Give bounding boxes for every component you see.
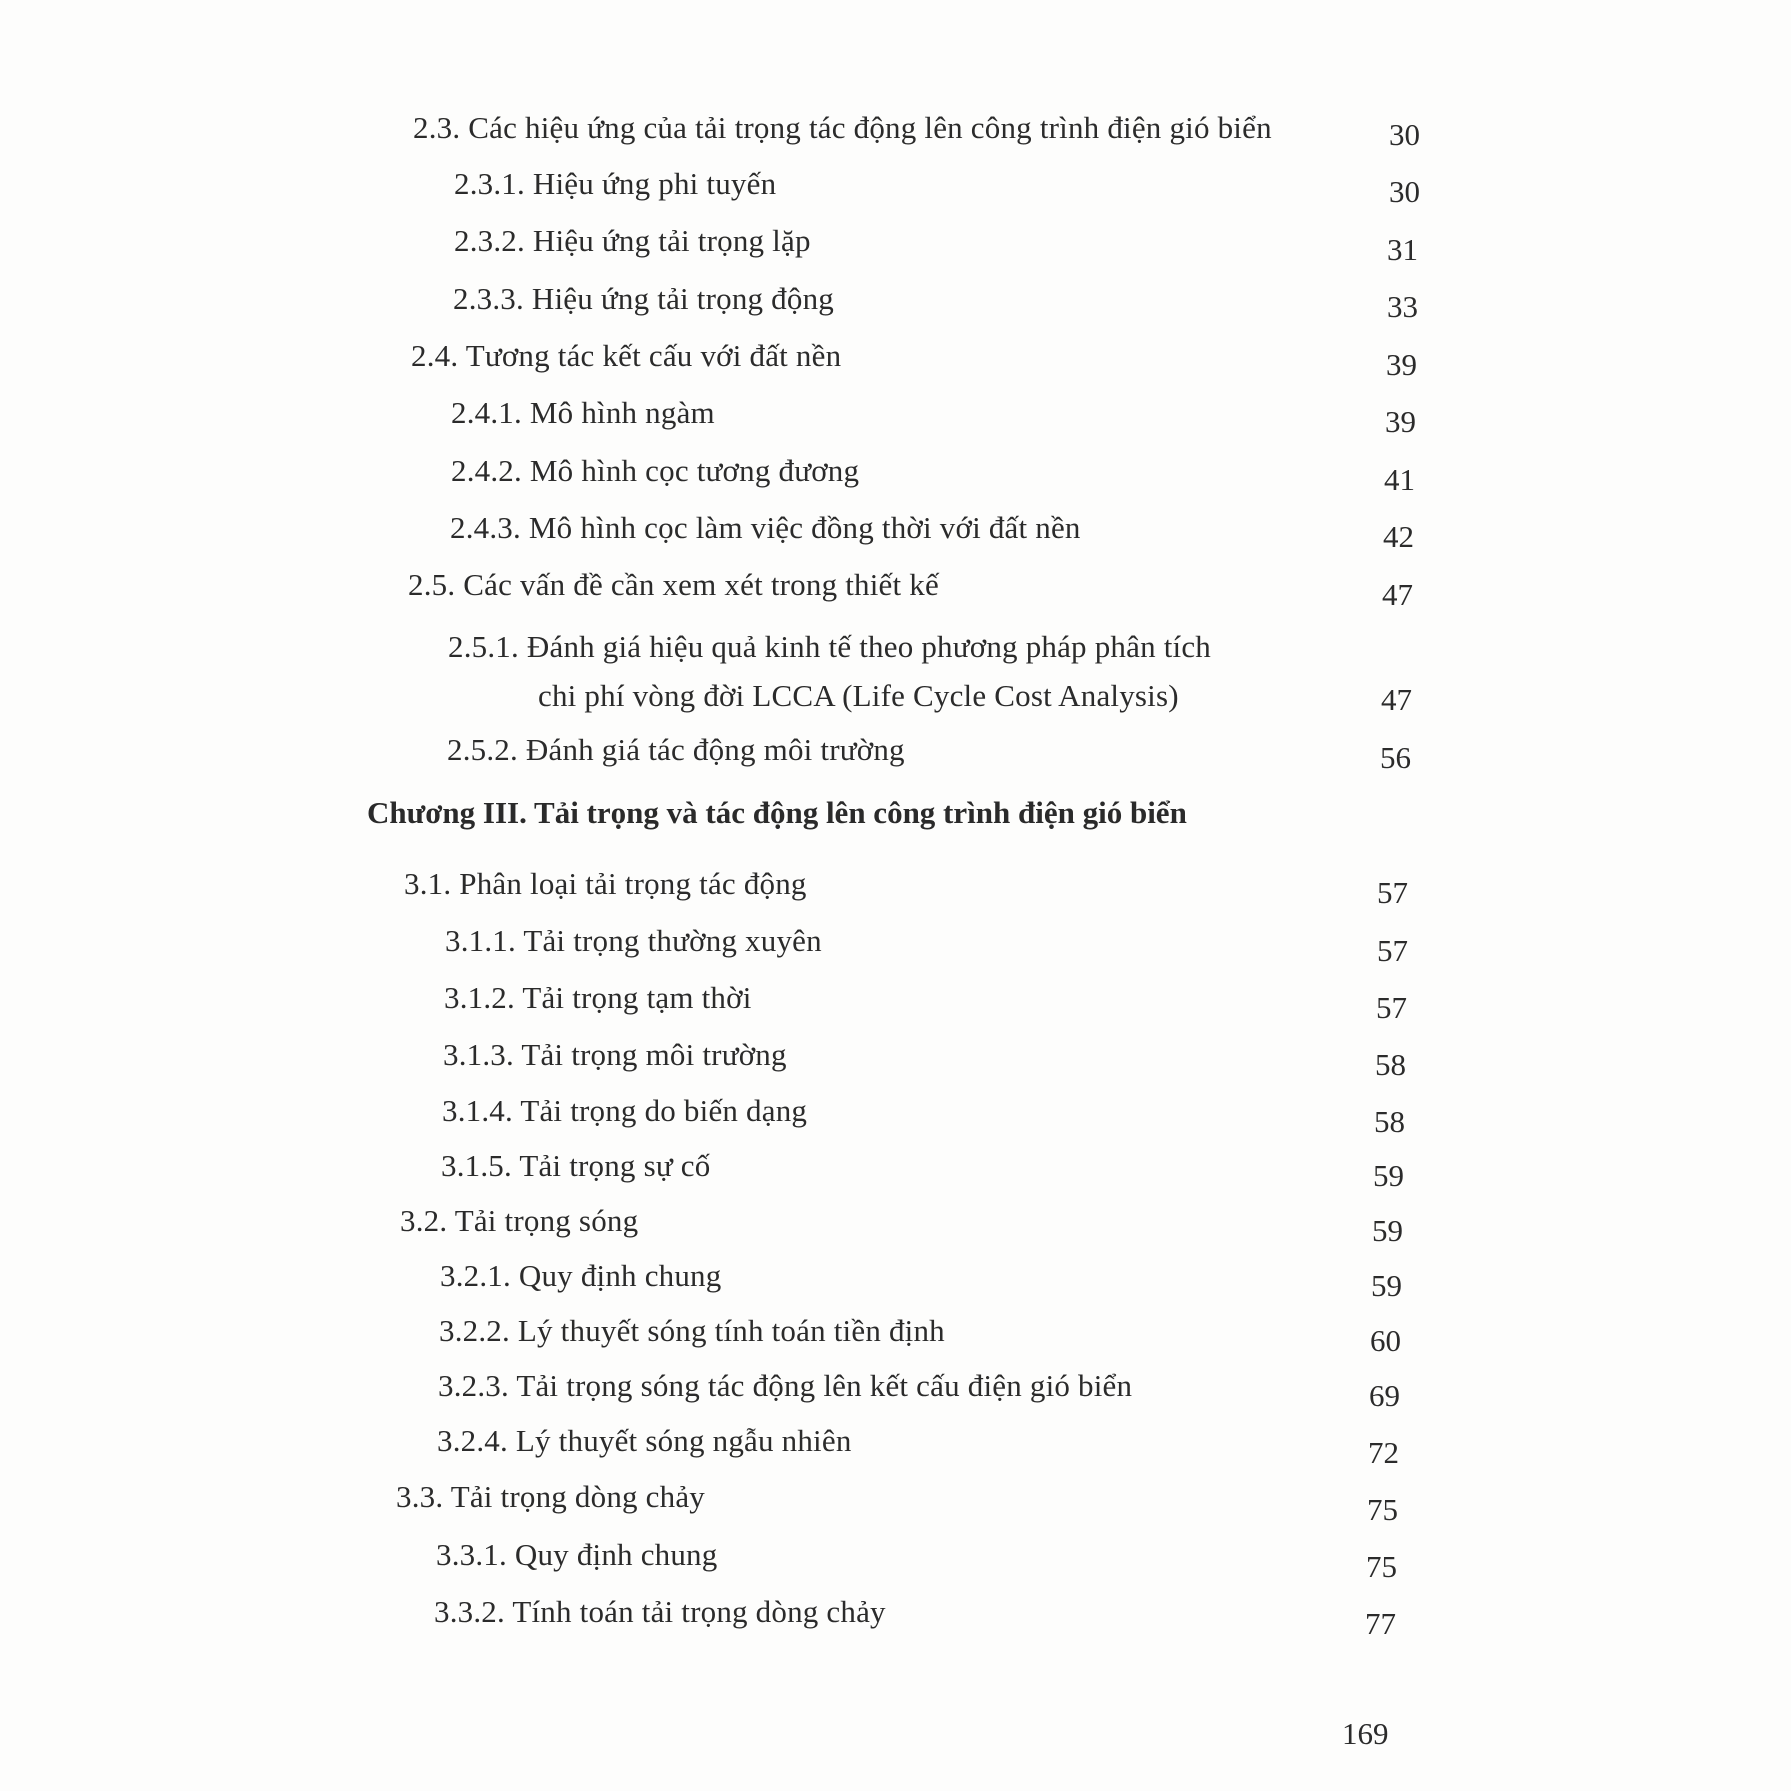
toc-entry-2-4-3: 2.4.3. Mô hình cọc làm việc đồng thời với đất nền: [450, 510, 1081, 545]
toc-entry-3-1-3: 3.1.3. Tải trọng môi trường: [443, 1037, 787, 1072]
toc-page-number: 58: [1375, 1047, 1406, 1082]
toc-entry-3-1-2: 3.1.2. Tải trọng tạm thời: [444, 980, 752, 1015]
toc-entry-3-3-2: 3.3.2. Tính toán tải trọng dòng chảy: [434, 1594, 886, 1629]
toc-page-number: 77: [1365, 1606, 1396, 1641]
toc-entry-2-3-1: 2.3.1. Hiệu ứng phi tuyến: [454, 166, 777, 201]
toc-page-number: 69: [1369, 1378, 1400, 1413]
toc-entry-2-5-1: 2.5.1. Đánh giá hiệu quả kinh tế theo phương pháp phân tích: [448, 629, 1212, 664]
toc-entry-3-2-3: 3.2.3. Tải trọng sóng tác động lên kết cấu điện gió biển: [438, 1368, 1133, 1403]
toc-page-number: 47: [1382, 577, 1413, 612]
toc-page-number: 75: [1367, 1492, 1398, 1527]
toc-entry-3-1-4: 3.1.4. Tải trọng do biến dạng: [442, 1093, 808, 1128]
toc-page-number: 72: [1368, 1435, 1399, 1470]
toc-page-number: 60: [1370, 1323, 1401, 1358]
toc-page-number: 31: [1387, 232, 1418, 267]
toc-page-number: 30: [1389, 117, 1420, 152]
toc-page-number: 39: [1386, 347, 1417, 382]
toc-page-number: 39: [1385, 404, 1416, 439]
toc-page-number: 59: [1373, 1158, 1404, 1193]
toc-entry-2-4: 2.4. Tương tác kết cấu với đất nền: [411, 338, 842, 373]
folio-page-number: 169: [1342, 1716, 1389, 1751]
toc-page-number: 58: [1374, 1104, 1405, 1139]
toc-entry-2-5-2: 2.5.2. Đánh giá tác động môi trường: [447, 732, 905, 767]
toc-entry-2-3: 2.3. Các hiệu ứng của tải trọng tác động lên công trình điện gió biển: [413, 110, 1272, 145]
toc-entry-3-3-1: 3.3.1. Quy định chung: [436, 1537, 718, 1572]
toc-page-number: 57: [1376, 990, 1407, 1025]
toc-page-number: 47: [1381, 682, 1412, 717]
toc-entry-2-5-1-continued: chi phí vòng đời LCCA (Life Cycle Cost Analysis): [538, 678, 1179, 713]
toc-page-number: 41: [1384, 462, 1415, 497]
toc-page-number: 56: [1380, 740, 1411, 775]
toc-entry-2-4-1: 2.4.1. Mô hình ngàm: [451, 395, 715, 430]
toc-entry-2-3-3: 2.3.3. Hiệu ứng tải trọng động: [453, 281, 834, 316]
toc-entry-2-3-2: 2.3.2. Hiệu ứng tải trọng lặp: [454, 223, 811, 258]
toc-page-number: 42: [1383, 519, 1414, 554]
toc-page-number: 57: [1377, 875, 1408, 910]
toc-page-number: 33: [1387, 289, 1418, 324]
toc-entry-3-1-1: 3.1.1. Tải trọng thường xuyên: [445, 923, 822, 958]
toc-entry-3-2-4: 3.2.4. Lý thuyết sóng ngẫu nhiên: [437, 1423, 852, 1458]
toc-entry-3-1: 3.1. Phân loại tải trọng tác động: [404, 866, 807, 901]
toc-entry-3-2: 3.2. Tải trọng sóng: [400, 1203, 639, 1238]
toc-entry-2-5: 2.5. Các vấn đề cần xem xét trong thiết kế: [408, 567, 939, 602]
toc-page-number: 57: [1377, 933, 1408, 968]
toc-entry-3-2-1: 3.2.1. Quy định chung: [440, 1258, 722, 1293]
toc-entry-3-3: 3.3. Tải trọng dòng chảy: [396, 1479, 706, 1514]
toc-page-number: 75: [1366, 1549, 1397, 1584]
toc-page-number: 59: [1371, 1268, 1402, 1303]
toc-entry-3-1-5: 3.1.5. Tải trọng sự cố: [441, 1148, 711, 1183]
toc-page-number: 30: [1389, 174, 1420, 209]
toc-entry-2-4-2: 2.4.2. Mô hình cọc tương đương: [451, 453, 860, 488]
toc-page-number: 59: [1372, 1213, 1403, 1248]
toc-entry-3-2-2: 3.2.2. Lý thuyết sóng tính toán tiền định: [439, 1313, 945, 1348]
chapter-heading: Chương III. Tải trọng và tác động lên công trình điện gió biển: [367, 795, 1187, 830]
